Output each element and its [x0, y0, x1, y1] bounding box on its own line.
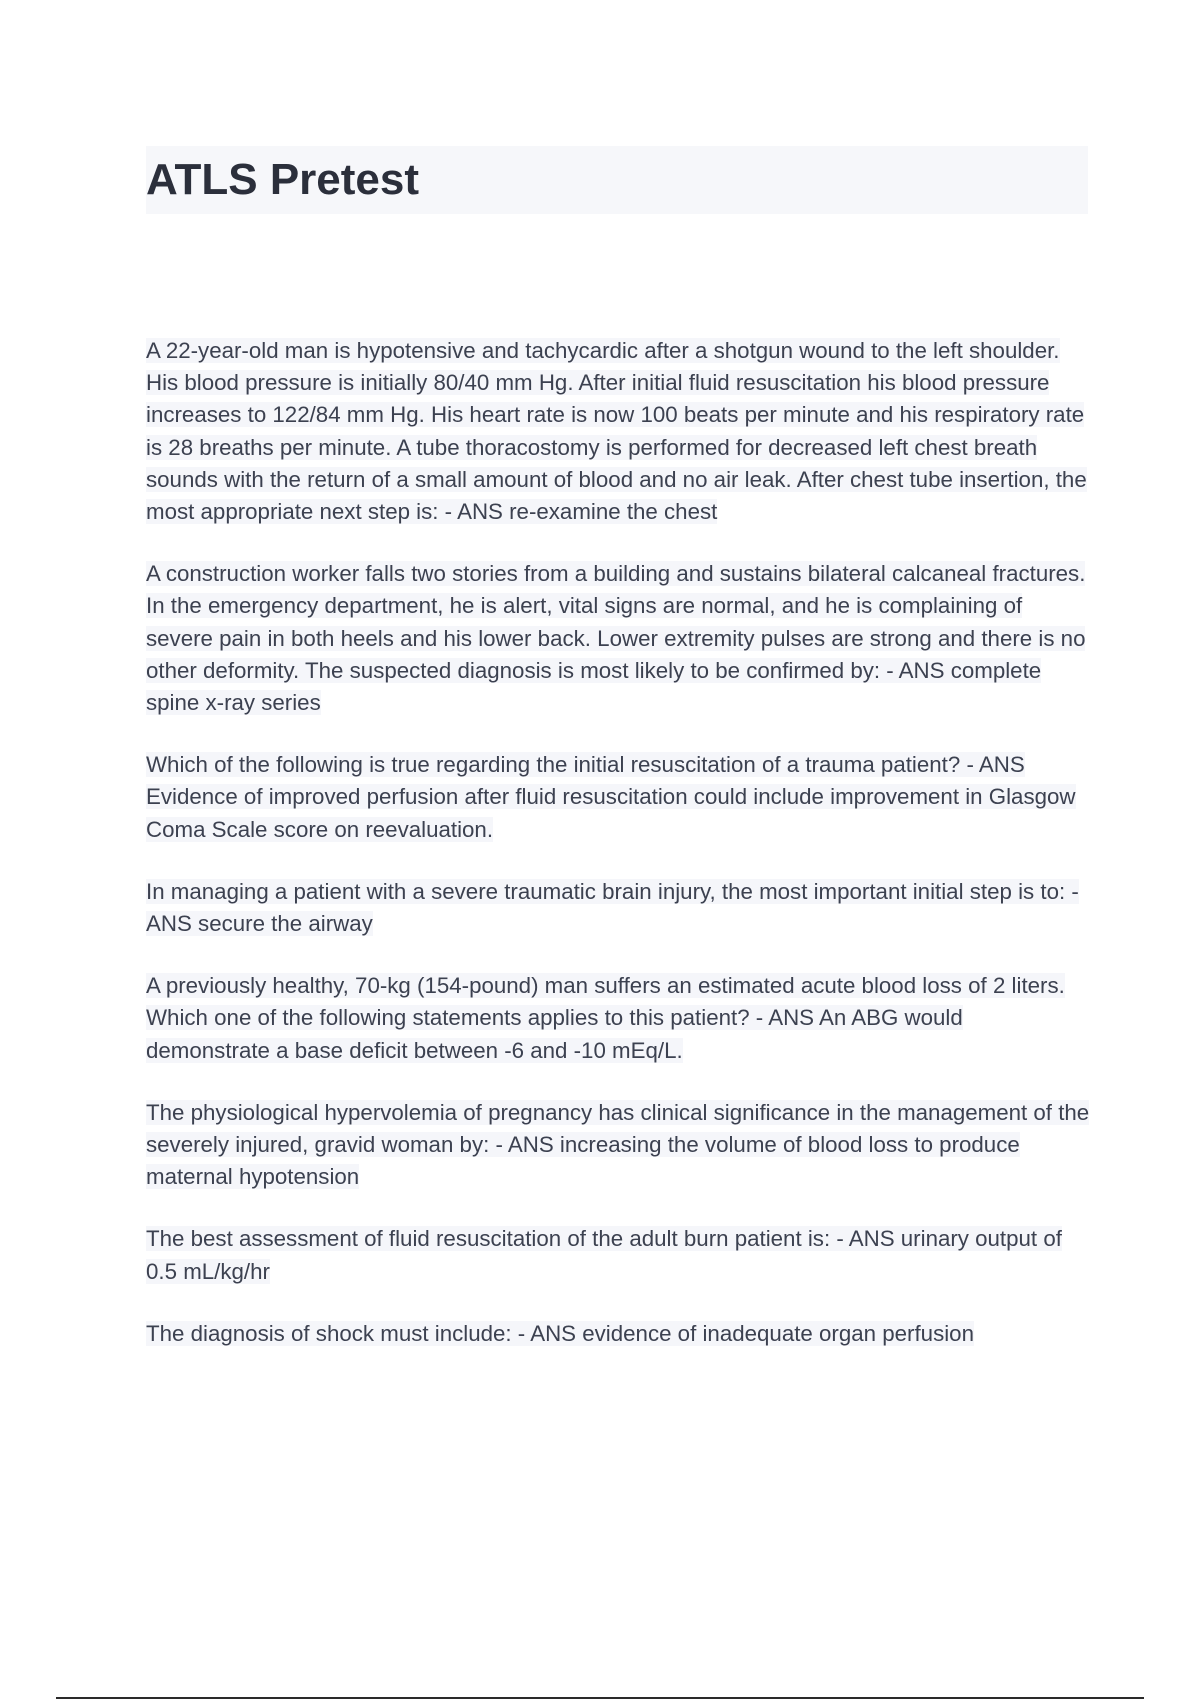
page-bottom-divider [56, 1697, 1144, 1699]
answer-text: ANS evidence of inadequate organ perfusion [525, 1320, 974, 1346]
qa-item-4 [146, 876, 1092, 940]
qa-item-3 [146, 749, 1092, 846]
qa-item-5 [146, 970, 1092, 1067]
question-text: Which of the following is true regarding the initial resuscitation of a trauma patient? - [146, 752, 974, 778]
qa-item-1 [146, 335, 1092, 528]
answer-text: ANS Evidence of improved perfusion after fluid resuscitation could include improvement in Glasgow Coma Scale score on reevaluation. [146, 752, 1076, 842]
question-text: A previously healthy, 70-kg (154-pound) man suffers an estimated acute blood loss of 2 liters. Which one of the following statements applies to this patient? - [146, 973, 1065, 1031]
answer-text: ANS secure the airway [146, 911, 373, 937]
qa-item-8 [146, 1318, 1092, 1350]
answer-text: ANS An ABG would demonstrate a base deficit between -6 and -10 mEq/L. [146, 1005, 963, 1063]
question-text: The best assessment of fluid resuscitation of the adult burn patient is: - [146, 1226, 844, 1252]
answer-text: ANS increasing the volume of blood loss to produce maternal hypotension [146, 1132, 1020, 1190]
question-text: A construction worker falls two stories from a building and sustains bilateral calcaneal fractures. In the emergency department, he is alert, vital signs are normal, and he is complaining of severe pain in both heels and his lower back. Lower extremity pulses are strong and there is no other deformity. The suspected diagnosis is most likely to be confirmed by: - [146, 561, 1086, 683]
question-text: A 22-year-old man is hypotensive and tachycardic after a shotgun wound to the left shoulder. His blood pressure is initially 80/40 mm Hg. After initial fluid resuscitation his blood pressure increases to 122/84 mm Hg. His heart rate is now 100 beats per minute and his respiratory rate is 28 breaths per minute. A tube thoracostomy is performed for decreased left chest breath sounds with the return of a small amount of blood and no air leak. After chest tube insertion, the most appropriate next step is: - [146, 338, 1087, 525]
page-title: ATLS Pretest [146, 146, 1088, 214]
question-text: In managing a patient with a severe traumatic brain injury, the most important initial step is to: - [146, 878, 1079, 904]
answer-text: ANS urinary output of 0.5 mL/kg/hr [146, 1226, 1062, 1284]
answer-text: ANS re-examine the chest [452, 499, 718, 525]
question-text: The diagnosis of shock must include: - [146, 1320, 526, 1346]
question-text: The physiological hypervolemia of pregnancy has clinical significance in the management of the severely injured, gravid woman by: - [146, 1099, 1090, 1158]
answer-text: ANS complete spine x-ray series [146, 657, 1042, 716]
qa-item-2 [146, 558, 1092, 719]
qa-list [146, 335, 1092, 1380]
qa-item-7 [146, 1223, 1092, 1287]
qa-item-6 [146, 1097, 1092, 1194]
